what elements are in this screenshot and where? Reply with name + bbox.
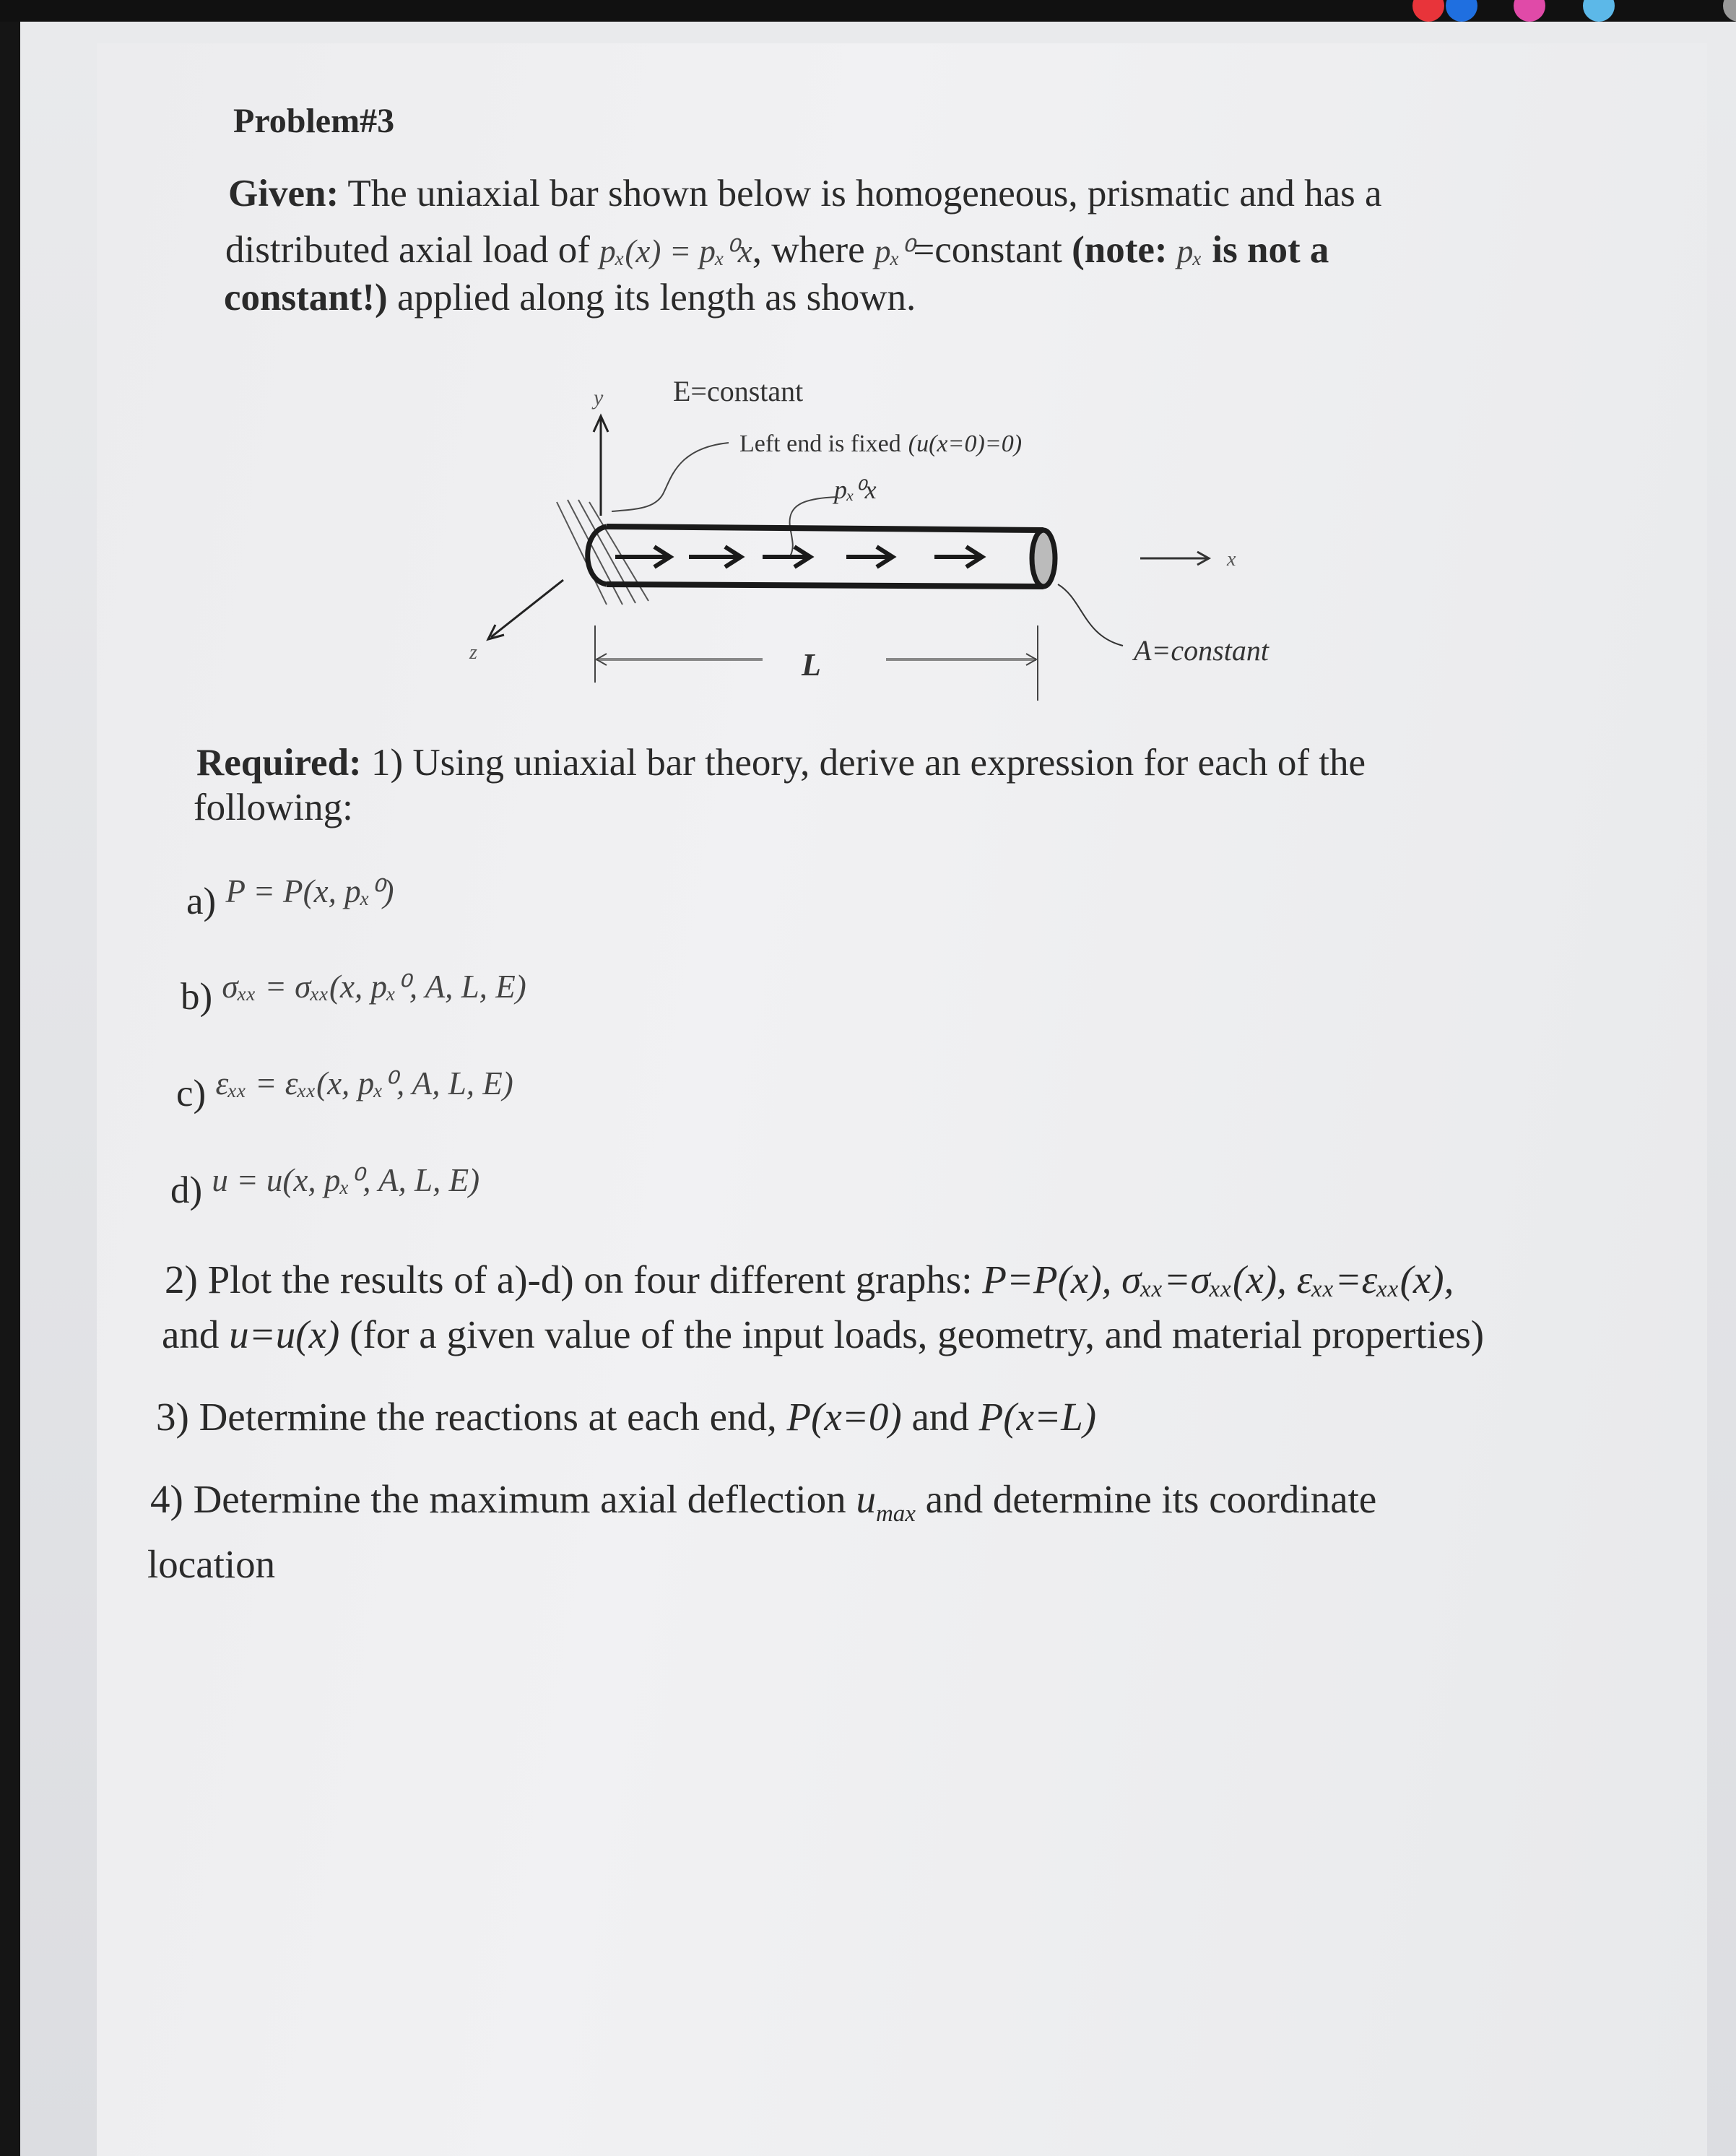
px-symbol: pₓ: [1176, 233, 1203, 269]
item-c: [176, 1065, 513, 1115]
q2-graphs: P=P(x), σₓₓ=σₓₓ(x), εₓₓ=εₓₓ(x),: [982, 1257, 1454, 1302]
q2-text: and: [162, 1312, 230, 1356]
q4-text: and determine its coordinate: [915, 1477, 1377, 1521]
area-constant-label: A=constant: [1134, 634, 1269, 667]
q2-text: 2) Plot the results of a)-d) on four different graphs:: [165, 1257, 983, 1302]
color-dot-red[interactable]: [1412, 0, 1444, 22]
load-label: pₓ⁰x: [834, 475, 877, 504]
x-axis-arrow: [1140, 552, 1209, 565]
item-letter: a): [186, 880, 217, 922]
fixed-end-label: Left end is fixed (u(x=0)=0): [739, 430, 1023, 457]
color-dot-pink[interactable]: [1514, 0, 1545, 22]
q3-reaction-left: P(x=0): [786, 1395, 902, 1439]
color-dot-lightblue[interactable]: [1583, 0, 1615, 22]
area-leader-line: [1058, 584, 1123, 646]
fixed-leader-line: [612, 443, 729, 511]
question-2-line-2: [162, 1312, 1484, 1357]
item-expression: P = P(x, pₓ⁰): [225, 873, 394, 909]
question-3: [156, 1394, 1096, 1440]
q3-text: 3) Determine the reactions at each end,: [156, 1395, 787, 1439]
load-expression: pₓ(x) = pₓ⁰x: [599, 233, 752, 269]
e-constant-label: E=constant: [673, 375, 804, 407]
given-line-1: [228, 172, 1382, 215]
item-letter: c): [176, 1073, 207, 1114]
item-a: [186, 873, 394, 923]
note-text: (note:: [1072, 229, 1177, 271]
required-label: Required:: [196, 742, 362, 784]
item-b: [181, 969, 526, 1018]
z-axis-label: z: [469, 641, 477, 664]
problem-title: Problem#3: [233, 102, 395, 140]
item-letter: b): [181, 976, 213, 1018]
length-label: L: [802, 647, 821, 683]
item-expression: u = u(x, pₓ⁰, A, L, E): [212, 1162, 480, 1198]
required-line-1: [196, 741, 1366, 784]
item-letter: d): [170, 1169, 203, 1211]
item-expression: σₓₓ = σₓₓ(x, pₓ⁰, A, L, E): [222, 969, 526, 1005]
q4-umax-subscript: max: [875, 1501, 916, 1527]
given-text: distributed axial load of: [225, 229, 600, 271]
x-axis-label: x: [1227, 548, 1236, 571]
q2-text: (for a given value of the input loads, geometry, and material properties): [339, 1312, 1485, 1356]
q2-u-graph: u=u(x): [229, 1312, 340, 1356]
given-text: =constant: [913, 229, 1072, 271]
z-axis-arrow: [488, 580, 563, 639]
note-text: is not a: [1202, 229, 1329, 271]
given-line-3: [224, 276, 916, 319]
given-text: applied along its length as shown.: [387, 277, 916, 319]
fixed-wall-hatching: [557, 500, 648, 605]
q4-umax: u: [856, 1477, 876, 1521]
y-axis-label: y: [594, 386, 604, 410]
color-dot-blue[interactable]: [1446, 0, 1477, 22]
color-dot-gray[interactable]: [1723, 0, 1736, 22]
q4-text: 4) Determine the maximum axial deflection: [150, 1477, 856, 1521]
question-2-line-1: [165, 1257, 1454, 1302]
top-toolbar: [0, 0, 1736, 22]
given-text: , where: [752, 229, 874, 271]
bar-diagram: [433, 347, 1372, 722]
required-line-2: following:: [194, 787, 353, 828]
q3-text: and: [901, 1395, 979, 1439]
question-4-line-1: [150, 1476, 1376, 1528]
given-text: The uniaxial bar shown below is homogeneous, prismatic and has a: [339, 173, 1382, 215]
required-text: 1) Using uniaxial bar theory, derive an expression for each of the: [361, 742, 1366, 784]
y-axis-arrow: [594, 416, 608, 516]
q3-reaction-right: P(x=L): [978, 1395, 1097, 1439]
given-label: Given:: [228, 173, 339, 215]
given-line-2: [225, 228, 1329, 272]
distributed-load-arrows: [615, 547, 982, 567]
note-text: constant!): [224, 277, 388, 319]
item-expression: εₓₓ = εₓₓ(x, pₓ⁰, A, L, E): [215, 1065, 513, 1101]
item-d: [170, 1162, 480, 1212]
p0-symbol: pₓ⁰: [874, 233, 913, 269]
question-4-line-2: location: [147, 1542, 276, 1586]
